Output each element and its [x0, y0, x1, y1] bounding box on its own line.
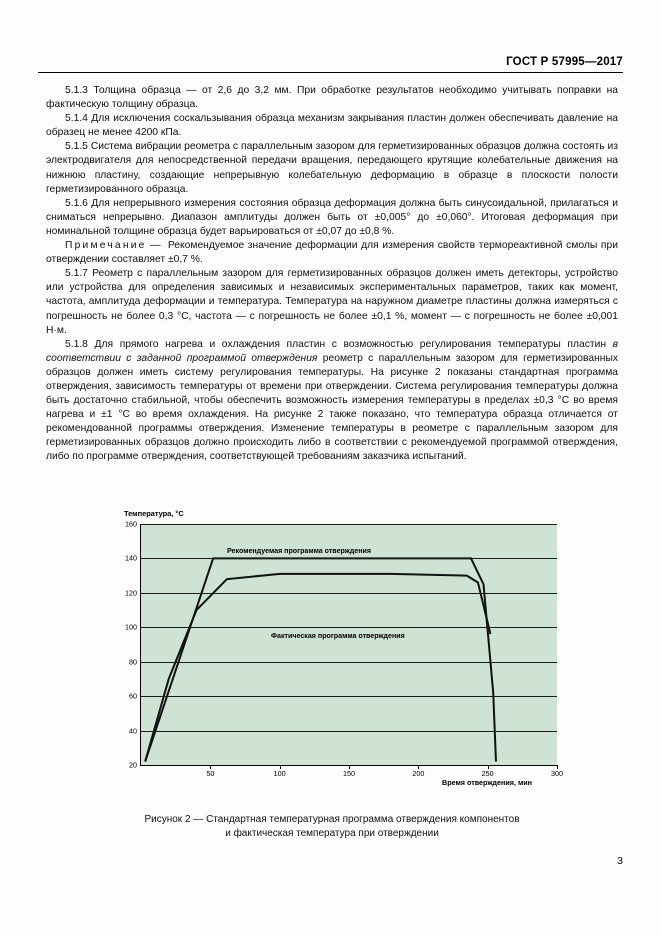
paragraph-5-1-6: 5.1.6 Для непрерывного измерения состояния образца деформация должна быть синусоидальной, прилагаться и сниматься непрерывно. Диапазон амплитуды должен быть от ±0,005° до ±0,060°. Итоговая деформация при номинальной толщине образца будет варьироваться от ±0,07 до ±0,8 %. — [46, 197, 618, 237]
paragraph-5-1-5: 5.1.5 Система вибрации реометра с параллельным зазором для герметизированных образцов должна состоять из электродвигателя для непосредственной передачи вращения, передающего крутящие колебательные движения на нижнюю пластину, создающие непрерывную колебательную деформацию в образце в плоскости полости герметизированного образца. — [46, 141, 618, 195]
note-dash: — — [150, 240, 161, 252]
paragraph-5-1-3: 5.1.3 Толщина образца — от 2,6 до 3,2 мм. При обработке результатов необходимо учитывать поправки на фактическую толщину образца. — [46, 85, 618, 111]
chart-x-tick-label: 100 — [273, 769, 286, 778]
chart-x-axis-title: Время отверждения, мин — [442, 778, 533, 787]
chart-y-axis-title: Температура, °С — [124, 509, 184, 518]
chart-series-svg — [141, 524, 557, 765]
note-text: Рекомендуемое значение деформации для измерения свойств термореактивной смолы при отверждении составляет ±0,7 %. — [46, 240, 618, 266]
chart-x-tick-label: 50 — [206, 769, 215, 778]
note-label: Примечание — [65, 240, 147, 252]
chart-gridline — [141, 593, 557, 594]
chart-gridline — [141, 627, 557, 628]
header-divider — [38, 72, 623, 73]
chart-y-tick-label: 160 — [125, 519, 137, 529]
figure-caption-line2: и фактическая температура при отверждении — [225, 828, 439, 839]
chart-annotation-recommended: Рекомендуемая программа отверждения — [227, 547, 372, 555]
chart-y-tick-label: 140 — [125, 553, 137, 563]
paragraph-5-1-4: 5.1.4 Для исключения соскальзывания образца механизм закрывания пластин должен обеспечивать давление на образец не менее 4200 кПа. — [46, 113, 618, 139]
chart-series-line — [145, 574, 490, 762]
chart-y-tick-label: 100 — [125, 622, 137, 632]
body-text — [46, 84, 618, 465]
paragraph-5-1-8-part1: 5.1.8 Для прямого нагрева и охлаждения пластин с возможностью регулирования температуры пластин — [65, 338, 613, 350]
chart-x-tick-label: 300 — [551, 769, 563, 778]
chart-gridline — [141, 558, 557, 559]
figure-caption-line1: Рисунок 2 — Стандартная температурная программа отверждения компонентов — [144, 814, 520, 825]
chart-gridline — [141, 731, 557, 732]
chart-gridline — [141, 696, 557, 697]
figure-caption — [46, 813, 618, 841]
chart-gridline — [141, 662, 557, 663]
chart-gridline — [141, 524, 557, 525]
paragraph-5-1-8-italic: в соответствии с заданной программой отверждения — [46, 338, 618, 364]
chart-y-tick-label: 120 — [125, 588, 137, 598]
chart-y-tick-label: 40 — [129, 726, 137, 736]
chart-annotation-actual: Фактическая программа отверждения — [271, 632, 405, 640]
chart-y-tick-label: 80 — [129, 657, 137, 667]
figure-2 — [46, 506, 618, 806]
chart-x-tick-label: 200 — [412, 769, 425, 778]
chart-area — [46, 506, 618, 806]
chart-y-tick-label: 60 — [129, 691, 137, 701]
page-number: 3 — [617, 855, 623, 867]
chart-x-tick-label: 150 — [343, 769, 355, 778]
note-block — [46, 239, 618, 267]
paragraph-5-1-8 — [46, 338, 618, 465]
paragraph-5-1-7: 5.1.7 Реометр с параллельным зазором для герметизированных образцов должен иметь детекторы, устройство или устройства для определения зависимых и независимых экспериментальных параметров, таких как момент, частота, амплитуда деформации и температура. Температура на наружном диаметре пластины должна измеряться с погрешность не более 0,3 °С, частота — с погрешность не более ±0,1 %, момент — с погрешность не более ±0,001 Н·м. — [46, 268, 618, 336]
chart-x-tick-label: 250 — [481, 769, 494, 778]
chart-plot — [125, 519, 563, 778]
chart-y-tick-label: 20 — [129, 760, 137, 770]
page-header-standard-title: ГОСТ Р 57995—2017 — [506, 56, 623, 68]
paragraph-5-1-8-part2: реометр с параллельным зазором для герметизированных образцов должен иметь систему регулирования температуры. На рисунке 2 показаны стандартная программа отверждения, зависимость температуры от времени при отверждении. Система регулирования температуры должна быть достаточно стабильной, чтобы обеспечить возможность измерения температуры в пределах ±0,3 °С во время нагрева и ±1 °С во время охлаждения. На рисунке 2 также показано, что температура образца отличается от рекомендованной программы отверждения. Изменение температуры в реометре с параллельным зазором для герметизированных образцов должно происходить либо в соответствии с рекомендуемой программой отверждения, либо по программе отверждения, соответствующей требованиям заказчика испытаний. — [46, 352, 618, 463]
